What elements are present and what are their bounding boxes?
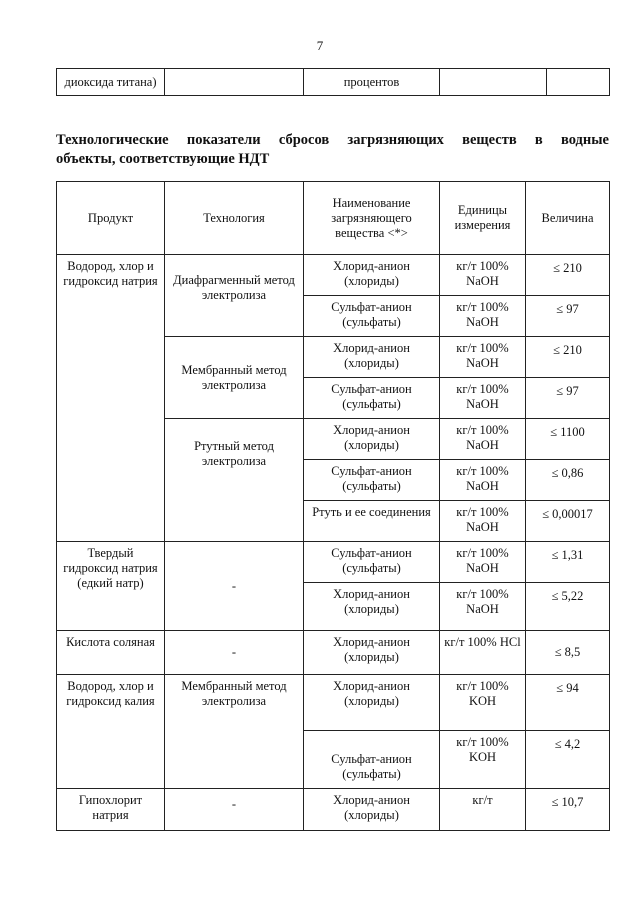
units-cell: кг/т 100% NaOH	[440, 378, 526, 419]
value-cell: ≤ 1100	[526, 419, 610, 460]
value-cell: ≤ 0,00017	[526, 501, 610, 542]
technology-cell: -	[165, 542, 304, 631]
substance-cell: Ртуть и ее соединения	[304, 501, 440, 542]
substance-cell: Хлорид-анион (хлориды)	[304, 675, 440, 731]
section-title-line-1: Технологические показатели сбросов загрязняющих веществ в водные	[56, 132, 609, 148]
value-cell: ≤ 4,2	[526, 731, 610, 789]
technology-cell: -	[165, 631, 304, 675]
value-cell: ≤ 94	[526, 675, 610, 731]
table-cell	[440, 69, 547, 96]
header-value: Величина	[526, 182, 610, 255]
table-cell: диоксида титана)	[57, 69, 165, 96]
substance-cell: Сульфат-анион (сульфаты)	[304, 731, 440, 789]
substance-cell: Хлорид-анион (хлориды)	[304, 583, 440, 631]
units-cell: кг/т 100% NaOH	[440, 542, 526, 583]
value-cell: ≤ 210	[526, 255, 610, 296]
product-cell: Кислота соляная	[57, 631, 165, 675]
technology-cell: Диафрагменный метод электролиза	[165, 255, 304, 337]
table-row	[57, 69, 610, 96]
substance-cell: Сульфат-анион (сульфаты)	[304, 378, 440, 419]
table-cell	[165, 69, 304, 96]
units-cell: кг/т 100% KOH	[440, 675, 526, 731]
ndt-discharge-table	[56, 181, 610, 831]
substance-cell: Сульфат-анион (сульфаты)	[304, 460, 440, 501]
technology-cell: -	[165, 789, 304, 831]
units-cell: кг/т 100% NaOH	[440, 255, 526, 296]
value-cell: ≤ 210	[526, 337, 610, 378]
product-cell: Твердый гидроксид натрия (едкий натр)	[57, 542, 165, 631]
value-cell: ≤ 1,31	[526, 542, 610, 583]
units-cell: кг/т 100% NaOH	[440, 419, 526, 460]
table-header-row	[57, 182, 610, 255]
previous-table-continuation	[56, 68, 610, 96]
section-title	[56, 131, 609, 169]
substance-cell: Сульфат-анион (сульфаты)	[304, 542, 440, 583]
substance-cell: Хлорид-анион (хлориды)	[304, 255, 440, 296]
units-cell: кг/т 100% NaOH	[440, 583, 526, 631]
product-cell: Гипохлорит натрия	[57, 789, 165, 831]
units-cell: кг/т 100% KOH	[440, 731, 526, 789]
units-cell: кг/т	[440, 789, 526, 831]
value-cell: ≤ 8,5	[526, 631, 610, 675]
units-cell: кг/т 100% NaOH	[440, 460, 526, 501]
product-cell: Водород, хлор и гидроксид калия	[57, 675, 165, 789]
table-row	[57, 631, 610, 675]
table-row	[57, 789, 610, 831]
technology-cell: Мембранный метод электролиза	[165, 675, 304, 789]
substance-cell: Хлорид-анион (хлориды)	[304, 337, 440, 378]
substance-cell: Хлорид-анион (хлориды)	[304, 631, 440, 675]
value-cell: ≤ 5,22	[526, 583, 610, 631]
header-substance: Наименование загрязняющего вещества <*>	[304, 182, 440, 255]
substance-cell: Хлорид-анион (хлориды)	[304, 789, 440, 831]
page-number: 7	[316, 38, 324, 53]
technology-cell: Мембранный метод электролиза	[165, 337, 304, 419]
technology-cell: Ртутный метод электролиза	[165, 419, 304, 542]
header-product: Продукт	[57, 182, 165, 255]
header-technology: Технология	[165, 182, 304, 255]
table-cell: процентов	[304, 69, 440, 96]
section-title-line-2: объекты, соответствующие НДТ	[56, 151, 270, 167]
units-cell: кг/т 100% HCl	[440, 631, 526, 675]
header-units: Единицы измерения	[440, 182, 526, 255]
table-cell	[547, 69, 610, 96]
units-cell: кг/т 100% NaOH	[440, 296, 526, 337]
table-row	[57, 542, 610, 583]
table-row	[57, 255, 610, 296]
units-cell: кг/т 100% NaOH	[440, 501, 526, 542]
table-row	[57, 675, 610, 731]
value-cell: ≤ 0,86	[526, 460, 610, 501]
value-cell: ≤ 97	[526, 378, 610, 419]
value-cell: ≤ 97	[526, 296, 610, 337]
value-cell: ≤ 10,7	[526, 789, 610, 831]
substance-cell: Сульфат-анион (сульфаты)	[304, 296, 440, 337]
product-cell: Водород, хлор и гидроксид натрия	[57, 255, 165, 542]
units-cell: кг/т 100% NaOH	[440, 337, 526, 378]
substance-cell: Хлорид-анион (хлориды)	[304, 419, 440, 460]
